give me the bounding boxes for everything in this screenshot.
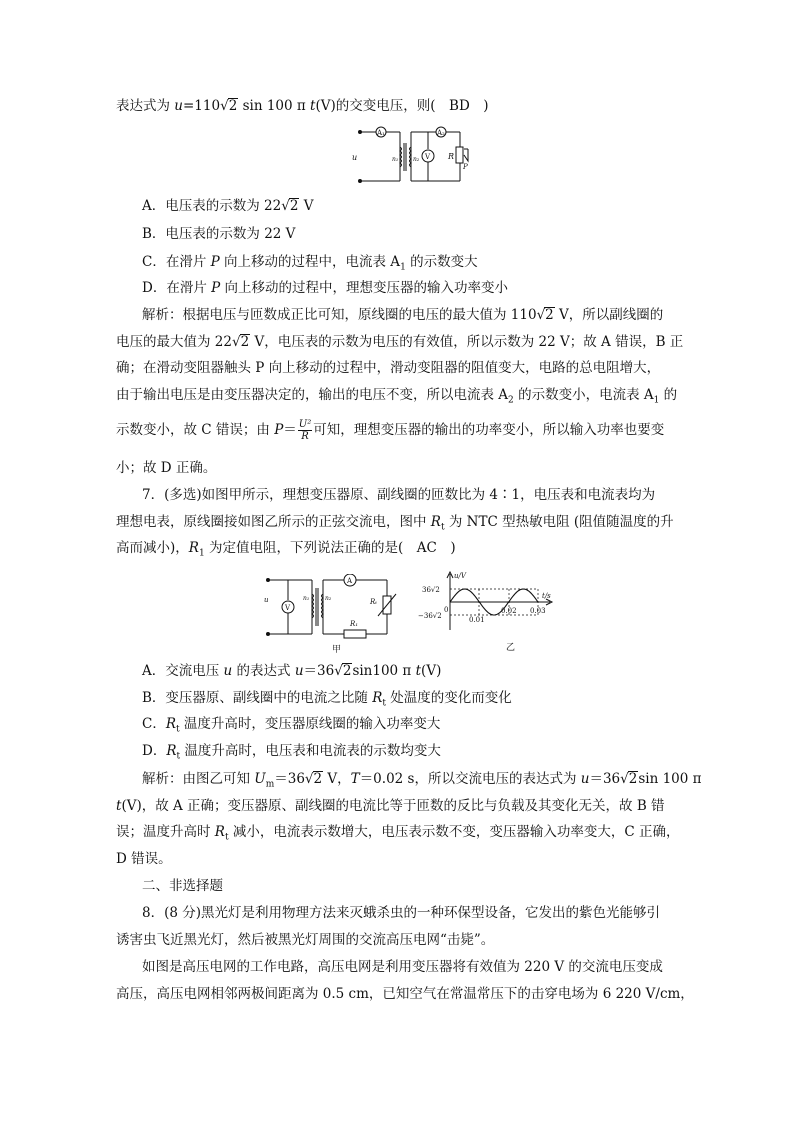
svg-text:R₁: R₁	[350, 620, 359, 628]
svg-text:V: V	[285, 604, 291, 612]
q7-analysis-line-3: 误；温度升高时 $R_t$ 减小，电流表示数增大，电压表示数不变，变压器输入功率变大，C 正确，	[116, 824, 680, 843]
svg-text:u: u	[352, 153, 358, 162]
svg-text:−36√2: −36√2	[418, 612, 442, 620]
section-heading: 二、非选择题	[142, 878, 223, 894]
svg-text:甲: 甲	[332, 645, 342, 655]
svg-text:P: P	[463, 163, 468, 171]
svg-text:V: V	[425, 153, 431, 161]
q7-option-a: A．交流电压 u 的表达式 u＝36√2sin100 π t(V)	[142, 663, 442, 679]
svg-text:R: R	[448, 152, 455, 161]
svg-text:u/V: u/V	[454, 572, 466, 580]
q7-figure-yi	[418, 568, 558, 656]
svg-text:0: 0	[444, 606, 449, 614]
svg-text:Rₜ: Rₜ	[370, 598, 377, 606]
svg-text:乙: 乙	[506, 643, 516, 653]
q7-option-d: D．$R_t$ 温度升高时，电压表和电流表的示数均变大	[142, 743, 441, 762]
q8-line-2: 诱害虫飞近黑光灯，然后被黑光灯周围的交流高压电网“击毙”。	[116, 932, 495, 948]
svg-text:u: u	[264, 596, 269, 604]
q6-option-d: D．在滑片 P 向上移动的过程中，理想变压器的输入功率变小	[142, 280, 509, 296]
q8-line-3: 如图是高压电网的工作电路，高压电网是利用变压器将有效值为 220 V 的交流电压变成	[142, 959, 663, 975]
q7-analysis-line-4: D 错误。	[116, 851, 172, 867]
q6-analysis-line-1: 解析：根据电压与匝数成正比可知，原线圈的电压的最大值为 110√2 V，所以副线圈的	[142, 307, 664, 323]
q7-analysis-line-1: 解析：由图乙可知 $U_m=36√2$ V，T＝0.02 s，所以交流电压的表达式为 u＝36√2sin 100 π	[142, 771, 702, 790]
q7-figure-jia	[262, 574, 410, 656]
q7-option-b: B．变压器原、副线圈中的电流之比随 $R_t$ 处温度的变化而变化	[142, 690, 512, 709]
q6-option-b: B．电压表的示数为 22 V	[142, 226, 296, 242]
q6-stem: 表达式为 u=110√2 sin 100 π t(V)的交变电压，则( BD )	[116, 98, 489, 114]
q6-option-c: C．在滑片 P 向上移动的过程中，电流表 $A_1$ 的示数变大	[142, 254, 478, 273]
svg-text:A₂: A₂	[437, 129, 445, 137]
svg-text:A: A	[347, 577, 353, 585]
q6-analysis-line-4: 由于输出电压是由变压器决定的，输出的电压不变，所以电流表 $A_2$ 的示数变小，电流表 $A_1$ 的	[116, 387, 678, 406]
q7-option-c: C．$R_t$ 温度升高时，变压器原线圈的输入功率变大	[142, 716, 441, 735]
q6-circuit-diagram	[350, 125, 475, 187]
svg-text:36√2: 36√2	[422, 586, 440, 594]
q6-analysis-line-5: 示数变小，故 C 错误；由 P＝ $\frac{\text{U²}}{R}$ 可知，理想变压器的输出的功率变小，所以输入功率也要变	[116, 419, 665, 442]
q6-analysis-line-2: 电压的最大值为 22√2 V，电压表的示数为电压的有效值，所以示数为 22 V；故 A 错误，B 正	[116, 334, 684, 350]
q7-analysis-line-2: t(V)，故 A 正确；变压器原、副线圈的电流比等于匝数的反比与负载及其变化无关，故 B 错	[116, 798, 665, 814]
svg-text:0.03: 0.03	[530, 607, 546, 615]
q8-line-1: 8．(8 分)黑光灯是利用物理方法来灭蛾杀虫的一种环保型设备，它发出的紫色光能够引	[142, 905, 661, 921]
q7-stem-line-3: 高而减小)，$R_1$ 为定值电阻，下列说法正确的是( AC )	[116, 540, 456, 559]
svg-text:n₂: n₂	[325, 595, 332, 602]
svg-text:n₁: n₁	[303, 595, 310, 602]
svg-text:A₁: A₁	[377, 129, 385, 137]
q7-stem-line-1: 7．(多选)如图甲所示，理想变压器原、副线圈的匝数比为 4∶1，电压表和电流表均为	[142, 487, 656, 503]
q7-stem-line-2: 理想电表，原线圈接如图乙所示的正弦交流电，图中 $R_t$ 为 NTC 型热敏电阻 (阻值随温度的升	[116, 514, 674, 533]
svg-text:t/s: t/s	[542, 592, 551, 600]
svg-text:0.01: 0.01	[469, 616, 485, 624]
q6-analysis-line-6: 小；故 D 正确。	[116, 460, 217, 476]
q6-analysis-line-3: 确；在滑动变阻器触头 P 向上移动的过程中，滑动变阻器的阻值变大，电路的总电阻增大，	[116, 360, 661, 376]
q6-option-a: A．电压表的示数为 22√2 V	[142, 198, 314, 214]
power-fraction: $\frac{\text{U²}}{R}$	[298, 419, 312, 442]
svg-text:n₂: n₂	[413, 156, 420, 163]
svg-text:0.02: 0.02	[501, 607, 517, 615]
q8-line-4: 高压，高压电网相邻两极间距离为 0.5 cm，已知空气在常温常压下的击穿电场为 6 220 V/cm，	[116, 986, 694, 1002]
svg-text:n₁: n₁	[392, 156, 399, 163]
